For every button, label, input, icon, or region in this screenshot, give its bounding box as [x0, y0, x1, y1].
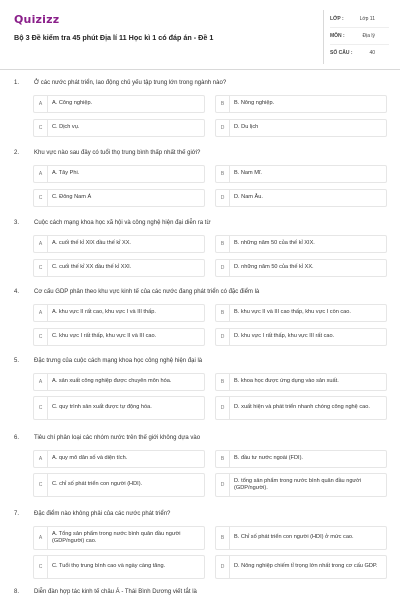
question-number: 2.	[14, 150, 20, 156]
option-letter: C	[34, 120, 48, 136]
option-text: D. Nam Âu.	[234, 194, 263, 201]
option-text: B. Chỉ số phát triển con người (HDI) ở mức cao.	[234, 534, 354, 541]
answer-option-a[interactable]	[33, 450, 205, 468]
option-text: B. khu vực II và III cao thấp, khu vực I còn cao.	[234, 309, 351, 316]
answer-option-b[interactable]	[215, 165, 387, 183]
option-letter: B	[216, 527, 230, 549]
answer-option-a[interactable]	[33, 95, 205, 113]
option-text: C. chỉ số phát triển con người (HDI).	[52, 481, 143, 488]
answer-option-b[interactable]	[215, 304, 387, 322]
option-letter: C	[34, 329, 48, 345]
answer-option-d[interactable]	[215, 328, 387, 346]
option-text: B. khoa học được ứng dụng vào sản xuất.	[234, 378, 339, 385]
meta-value: 40	[369, 50, 375, 56]
option-letter: A	[34, 451, 48, 467]
question-text: Đặc điểm nào không phải của các nước phát triển?	[34, 511, 171, 517]
option-text: A. Công nghiệp.	[52, 100, 93, 107]
meta-label: LỚP :	[330, 15, 344, 22]
option-letter: A	[34, 527, 48, 549]
answer-option-d[interactable]	[215, 396, 387, 420]
answer-option-c[interactable]	[33, 328, 205, 346]
question-text: Cơ cấu GDP phân theo khu vực kinh tế của các nước đang phát triển có đặc điểm là	[34, 289, 260, 295]
option-text: B. Nam Mĩ.	[234, 170, 262, 177]
option-letter: C	[34, 397, 48, 419]
answer-option-c[interactable]	[33, 473, 205, 497]
meta-panel	[323, 10, 389, 64]
answer-option-a[interactable]	[33, 526, 205, 550]
option-text: B. đầu tư nước ngoài (FDI).	[234, 455, 303, 462]
quizizz-logo: Quizizz	[14, 13, 60, 26]
meta-value: Địa lý	[362, 33, 375, 39]
question-text: Ở các nước phát triển, lao động chủ yếu tập trung lớn trong ngành nào?	[34, 80, 227, 86]
answer-option-c[interactable]	[33, 555, 205, 579]
option-text: C. khu vực I rất thấp, khu vực II và III cao.	[52, 333, 157, 340]
option-letter: A	[34, 236, 48, 252]
option-letter: D	[216, 556, 230, 578]
document-title: Bộ 3 Đề kiểm tra 45 phút Địa lí 11 Học kì 1 có đáp án - Đề 1	[14, 33, 214, 42]
question-number: 8.	[14, 589, 20, 595]
question-number: 4.	[14, 289, 20, 295]
question-text: Cuộc cách mạng khoa học xã hội và công nghệ hiện đại diễn ra từ	[34, 220, 211, 226]
option-letter: B	[216, 305, 230, 321]
answer-option-b[interactable]	[215, 95, 387, 113]
question-text: Đặc trưng của cuộc cách mạng khoa học công nghệ hiện đại là	[34, 358, 203, 364]
option-letter: B	[216, 374, 230, 390]
document-header	[0, 0, 400, 70]
question-number: 3.	[14, 220, 20, 226]
option-text: D. những năm 50 của thế kỉ XX.	[234, 264, 314, 271]
option-letter: A	[34, 374, 48, 390]
answer-option-d[interactable]	[215, 473, 387, 497]
option-letter: D	[216, 474, 230, 496]
question-number: 5.	[14, 358, 20, 364]
meta-label: MÔN :	[330, 33, 345, 39]
option-letter: A	[34, 305, 48, 321]
option-letter: B	[216, 166, 230, 182]
answer-option-d[interactable]	[215, 189, 387, 207]
question-number: 1.	[14, 80, 20, 86]
option-letter: B	[216, 96, 230, 112]
option-letter: A	[34, 96, 48, 112]
option-letter: D	[216, 120, 230, 136]
option-text: A. Tổng sản phẩm trong nước bình quân đầu người (GDP/người) cao.	[52, 530, 181, 544]
option-letter: C	[34, 556, 48, 578]
option-text: D. khu vực I rất thấp, khu vực III rất cao.	[234, 333, 335, 340]
answer-option-b[interactable]	[215, 373, 387, 391]
answer-option-d[interactable]	[215, 119, 387, 137]
option-text: C. quy trình sản xuất được tự động hóa.	[52, 404, 152, 411]
option-text: D. tổng sản phẩm trong nước bình quân đầu người (GDP/người).	[234, 477, 362, 491]
option-text: A. khu vực II rất cao, khu vực I và III thấp.	[52, 309, 156, 316]
meta-row-class	[330, 10, 389, 27]
meta-row-subject	[330, 27, 389, 44]
question-number: 7.	[14, 511, 20, 517]
option-letter: B	[216, 236, 230, 252]
option-text: C. cuối thế kỉ XX đầu thế kỉ XXI.	[52, 264, 132, 271]
answer-option-c[interactable]	[33, 396, 205, 420]
question-text: Diễn đàn hợp tác kinh tế châu Á - Thái Bình Dương viết tắt là	[34, 589, 197, 595]
option-text: D. xuất hiện và phát triển nhanh chóng công nghệ cao.	[234, 404, 370, 411]
answer-option-c[interactable]	[33, 259, 205, 277]
answer-option-c[interactable]	[33, 119, 205, 137]
option-letter: D	[216, 190, 230, 206]
option-letter: D	[216, 329, 230, 345]
option-letter: C	[34, 190, 48, 206]
question-text: Tiêu chí phân loại các nhóm nước trên thế giới không dựa vào	[34, 435, 201, 441]
option-letter: C	[34, 260, 48, 276]
option-text: A. quy mô dân số và diện tích.	[52, 455, 128, 462]
option-text: A. Tây Phi.	[52, 170, 80, 177]
option-letter: B	[216, 451, 230, 467]
answer-option-d[interactable]	[215, 259, 387, 277]
option-text: C. Đông Nam Á	[52, 194, 92, 201]
meta-row-count	[330, 44, 389, 61]
answer-option-b[interactable]	[215, 526, 387, 550]
option-text: A. sản xuất công nghiệp được chuyên môn hóa.	[52, 378, 172, 385]
option-text: A. cuối thế kỉ XIX đầu thế kỉ XX.	[52, 240, 131, 247]
option-text: C. Dịch vụ.	[52, 124, 80, 131]
option-text: C. Tuổi thọ trung bình cao và ngày càng tăng.	[52, 563, 166, 570]
answer-option-a[interactable]	[33, 304, 205, 322]
option-text: B. Nông nghiệp.	[234, 100, 275, 107]
answer-option-c[interactable]	[33, 189, 205, 207]
option-text: D. Du lịch	[234, 124, 259, 131]
meta-label: SỐ CÂU :	[330, 50, 353, 56]
option-text: B. những năm 50 của thế kỉ XIX.	[234, 240, 315, 247]
answer-option-a[interactable]	[33, 165, 205, 183]
option-letter: D	[216, 260, 230, 276]
option-letter: D	[216, 397, 230, 419]
answer-option-b[interactable]	[215, 450, 387, 468]
option-letter: C	[34, 474, 48, 496]
question-number: 6.	[14, 435, 20, 441]
answer-option-b[interactable]	[215, 235, 387, 253]
answer-option-a[interactable]	[33, 373, 205, 391]
answer-option-d[interactable]	[215, 555, 387, 579]
meta-value: Lớp 11	[359, 15, 375, 22]
option-text: D. Nông nghiệp chiếm tỉ trọng lớn nhất trong cơ cấu GDP.	[234, 563, 378, 570]
question-text: Khu vực nào sau đây có tuổi thọ trung bình thấp nhất thế giới?	[34, 150, 201, 156]
option-letter: A	[34, 166, 48, 182]
answer-option-a[interactable]	[33, 235, 205, 253]
